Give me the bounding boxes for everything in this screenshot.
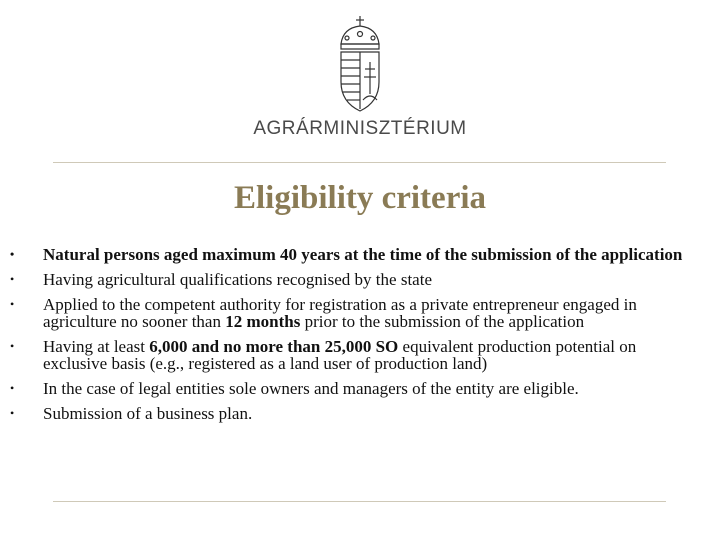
- ministry-logo: [0, 0, 720, 160]
- coat-of-arms-icon: [333, 14, 387, 114]
- list-item-text: Submission of a business plan.: [43, 404, 253, 423]
- list-item: [10, 337, 683, 373]
- list-item-text: Having agricultural qualifications recognised by the state: [43, 270, 432, 289]
- bullet-icon: •: [10, 297, 15, 311]
- criteria-list: [0, 246, 720, 430]
- bottom-divider: [53, 501, 666, 502]
- top-divider: [53, 162, 666, 163]
- list-item: [10, 404, 683, 423]
- ministry-name: AGRÁRMINISZTÉRIUM: [253, 118, 467, 139]
- list-item-text: Having at least: [43, 337, 150, 356]
- bullet-icon: •: [10, 247, 15, 261]
- slide-title: Eligibility criteria: [233, 180, 487, 216]
- list-item: [10, 295, 683, 331]
- list-item-text: Natural persons aged maximum 40 years at the time of the submission of the application: [43, 245, 683, 264]
- list-item: [10, 379, 683, 398]
- list-item-text: prior to the submission of the application: [300, 312, 585, 331]
- list-item-emphasis: 6,000 and no more than 25,000 SO: [149, 337, 399, 356]
- list-item-text: Applied to the competent authority for registration as a private entrepreneur engaged in agriculture no sooner than: [43, 295, 637, 331]
- bullet-icon: •: [10, 406, 15, 420]
- list-item: [10, 245, 683, 264]
- list-item-text: In the case of legal entities sole owners and managers of the entity are eligible.: [43, 379, 579, 398]
- list-item-emphasis: 12 months: [225, 312, 301, 331]
- list-item-text: equivalent production potential on exclusive basis (e.g., registered as a land user of production land): [43, 337, 637, 373]
- bullet-icon: •: [10, 272, 15, 286]
- list-item: [10, 270, 683, 289]
- bullet-icon: •: [10, 381, 15, 395]
- bullet-icon: •: [10, 339, 15, 353]
